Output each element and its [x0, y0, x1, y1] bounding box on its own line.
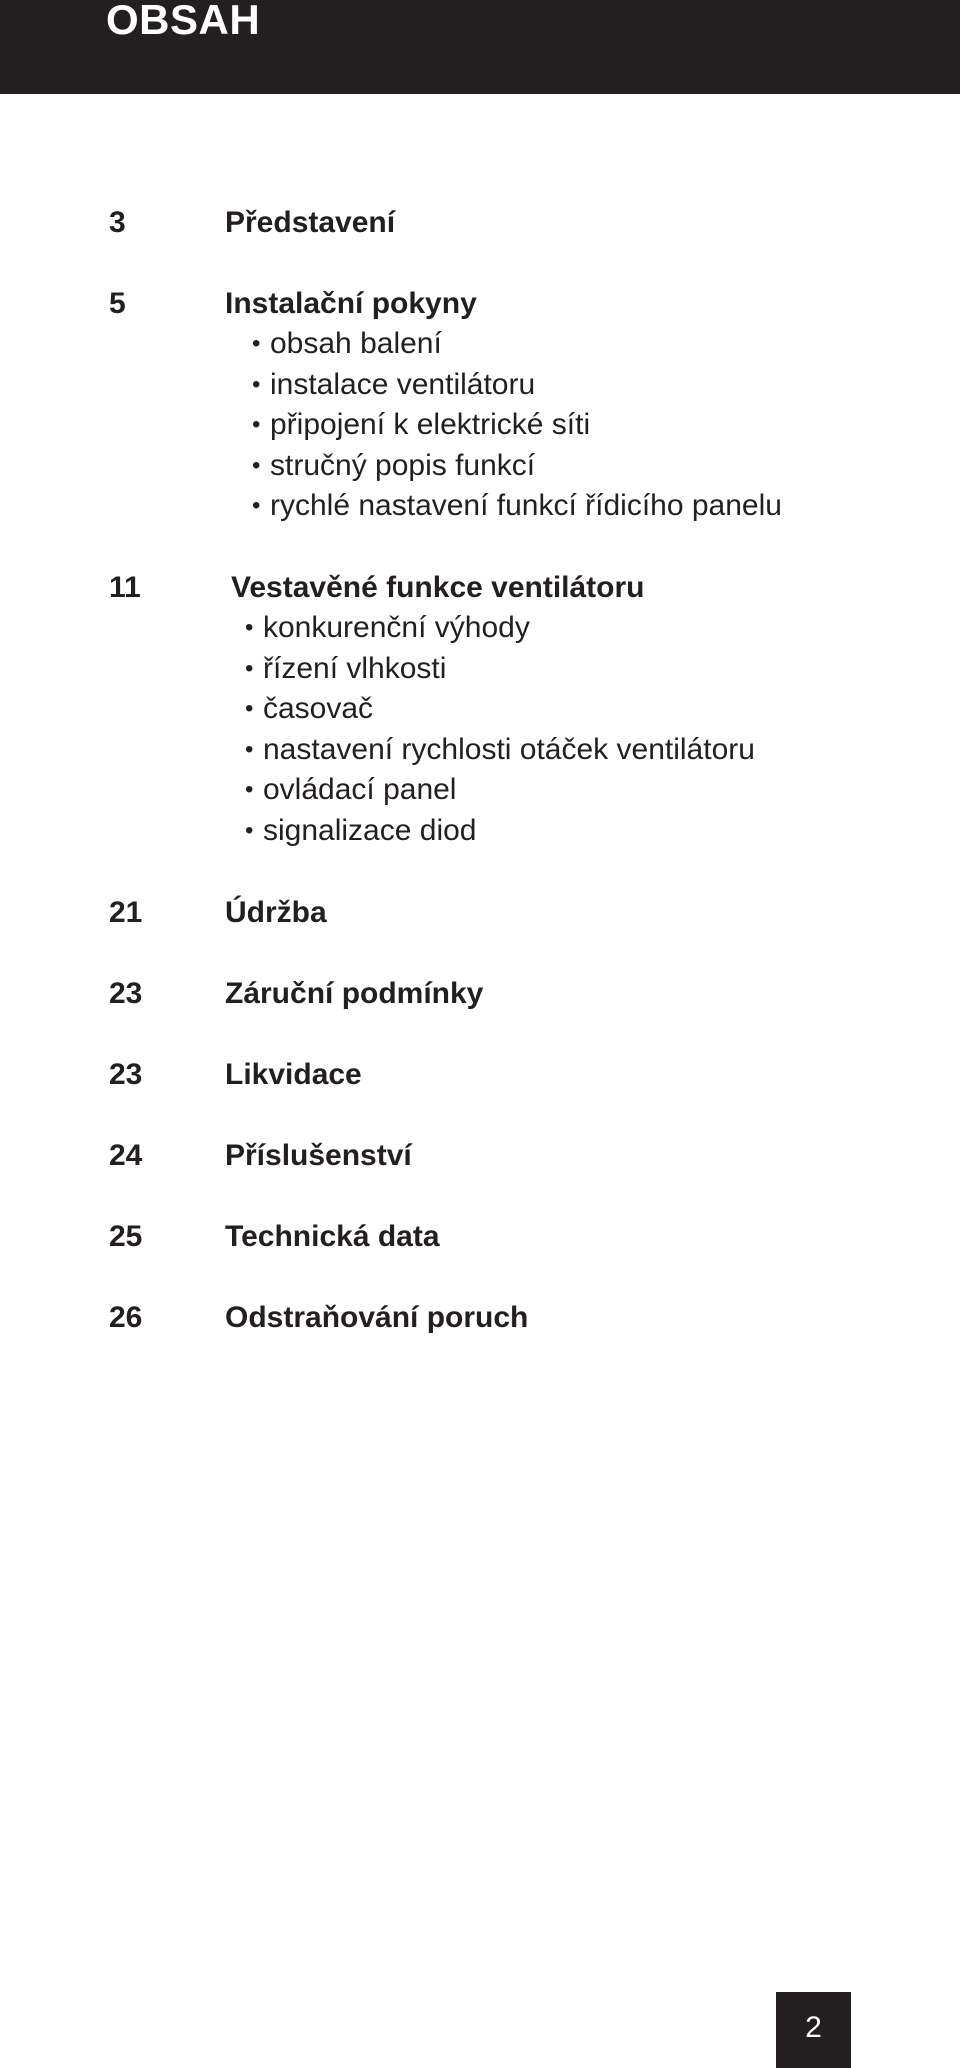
page-title: OBSAH	[106, 0, 261, 43]
toc-sub-item[interactable]	[245, 770, 755, 811]
bullet-icon: •	[245, 614, 254, 641]
bullet-icon: •	[245, 654, 254, 682]
bullet-icon: •	[252, 370, 261, 398]
toc-sub-item-label: signalizace diod	[263, 813, 477, 847]
toc-sub-item[interactable]	[252, 446, 782, 487]
toc-sub-item[interactable]	[252, 324, 782, 365]
toc-title[interactable]: Představení	[225, 206, 396, 239]
toc-sub-item-label: rychlé nastavení funkcí řídicího panelu	[270, 489, 782, 522]
toc-sub-list	[252, 324, 782, 527]
toc-title[interactable]: Likvidace	[225, 1058, 362, 1091]
toc-sub-item-label: obsah balení	[270, 327, 442, 360]
bullet-icon: •	[252, 492, 261, 519]
toc-page-number: 26	[109, 1301, 143, 1334]
toc-title[interactable]: Vestavěné funkce ventilátoru	[231, 571, 645, 604]
bullet-icon: •	[252, 411, 261, 438]
toc-sub-item-label: připojení k elektrické síti	[270, 408, 591, 441]
toc-page-number: 23	[109, 977, 143, 1010]
toc-sub-item[interactable]	[245, 811, 755, 852]
toc-sub-item-label: nastavení rychlosti otáček ventilátoru	[263, 732, 755, 766]
bullet-icon: •	[252, 451, 261, 479]
toc-sub-item[interactable]	[252, 405, 782, 446]
toc-sub-item-label: stručný popis funkcí	[270, 448, 536, 482]
toc-page-number: 5	[109, 287, 126, 320]
toc-sub-item-label: konkurenční výhody	[263, 611, 530, 644]
toc-sub-item[interactable]	[245, 649, 755, 690]
toc-sub-item[interactable]	[252, 365, 782, 406]
toc-title[interactable]: Příslušenství	[225, 1139, 412, 1172]
toc-sub-item[interactable]	[245, 689, 755, 730]
page-number: 2	[805, 2011, 822, 2044]
toc-page-number: 21	[109, 896, 143, 929]
toc-sub-item-label: časovač	[263, 692, 374, 725]
toc-title[interactable]: Odstraňování poruch	[225, 1301, 529, 1334]
bullet-icon: •	[245, 695, 254, 722]
toc-sub-item[interactable]	[252, 486, 782, 527]
bullet-icon: •	[252, 330, 261, 357]
bullet-icon: •	[245, 735, 254, 763]
toc-sub-item-label: instalace ventilátoru	[270, 367, 536, 401]
toc-page-number: 23	[109, 1058, 143, 1091]
toc-page-number: 3	[109, 206, 126, 239]
toc-sub-item-label: řízení vlhkosti	[263, 651, 447, 685]
toc-sub-item-label: ovládací panel	[263, 773, 457, 806]
bullet-icon: •	[245, 776, 254, 803]
toc-title[interactable]: Záruční podmínky	[225, 977, 484, 1010]
toc-sub-item[interactable]	[245, 730, 755, 771]
toc-page-number: 11	[109, 571, 141, 604]
toc-title[interactable]: Technická data	[225, 1220, 440, 1253]
header-bar	[0, 0, 960, 94]
toc-title[interactable]: Údržba	[225, 896, 327, 929]
toc-page-number: 24	[109, 1139, 143, 1172]
toc-sub-list	[245, 608, 755, 851]
page-number-box	[776, 1992, 851, 2068]
toc-sub-item[interactable]	[245, 608, 755, 649]
toc-title[interactable]: Instalační pokyny	[225, 287, 477, 320]
toc-page-number: 25	[109, 1220, 143, 1253]
bullet-icon: •	[245, 816, 254, 844]
